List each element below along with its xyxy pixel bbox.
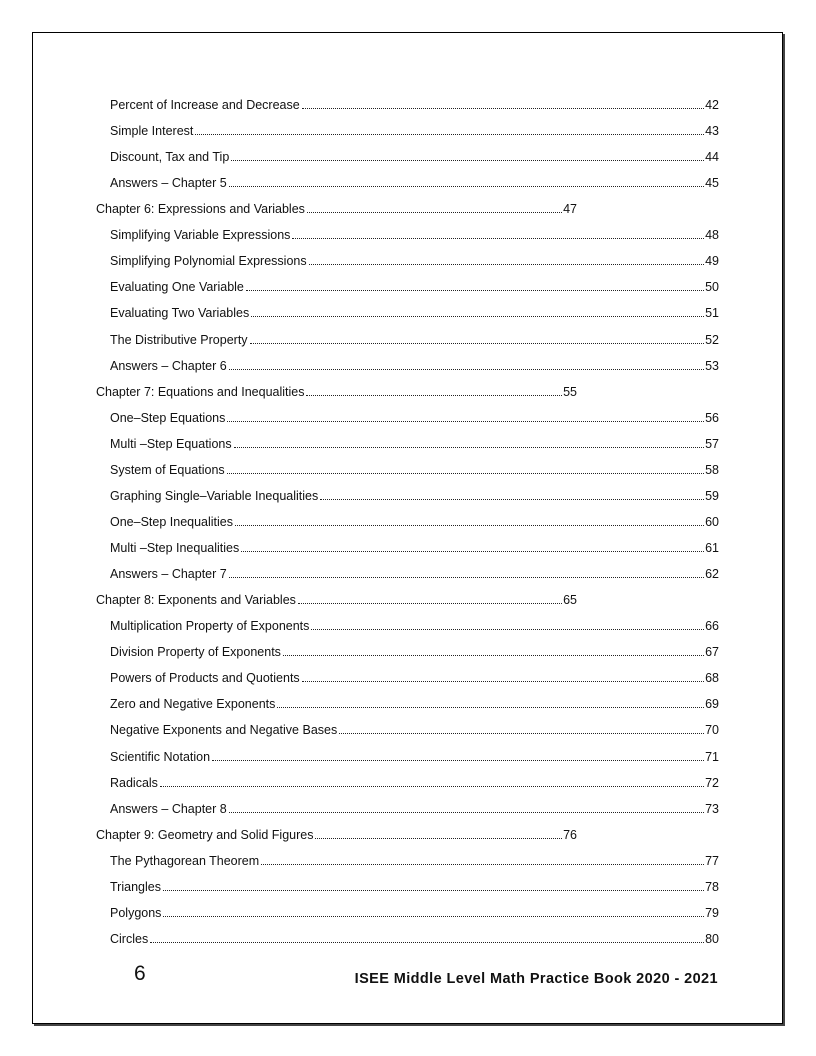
toc-entry-page: 56 [705, 411, 719, 425]
dot-leader [320, 499, 704, 500]
toc-entry-title: One–Step Equations [110, 411, 226, 425]
toc-chapter-entry[interactable] [96, 590, 577, 608]
toc-entry-page: 68 [705, 671, 719, 685]
dot-leader [298, 603, 562, 604]
dot-leader [231, 160, 704, 161]
toc-entry-title: One–Step Inequalities [110, 515, 234, 529]
toc-section-entry[interactable] [110, 903, 719, 921]
toc-entry-page: 71 [705, 750, 719, 764]
dot-leader [250, 343, 705, 344]
toc-entry-page: 53 [705, 359, 719, 373]
toc-chapter-entry[interactable] [96, 199, 577, 217]
toc-entry-page: 42 [705, 98, 719, 112]
dot-leader [229, 812, 704, 813]
toc-entry-title: Simple Interest [110, 124, 194, 138]
toc-section-entry[interactable] [110, 642, 719, 660]
toc-section-entry[interactable] [110, 668, 719, 686]
dot-leader [307, 212, 562, 213]
toc-entry-page: 65 [563, 593, 577, 607]
toc-entry-page: 50 [705, 280, 719, 294]
toc-section-entry[interactable] [110, 460, 719, 478]
toc-entry-title: The Distributive Property [110, 333, 248, 347]
dot-leader [235, 525, 704, 526]
dot-leader [227, 473, 704, 474]
dot-leader [292, 238, 704, 239]
dot-leader [309, 264, 704, 265]
toc-entry-page: 51 [705, 306, 719, 320]
toc-entry-page: 77 [705, 854, 719, 868]
toc-entry-title: Discount, Tax and Tip [110, 150, 230, 164]
dot-leader [229, 186, 704, 187]
dot-leader [302, 108, 704, 109]
toc-entry-page: 49 [705, 254, 719, 268]
dot-leader [315, 838, 562, 839]
toc-section-entry[interactable] [110, 929, 719, 947]
dot-leader [339, 733, 704, 734]
dot-leader [246, 290, 704, 291]
toc-entry-title: Division Property of Exponents [110, 645, 281, 659]
dot-leader [306, 395, 562, 396]
toc-section-entry[interactable] [110, 616, 719, 634]
toc-section-entry[interactable] [110, 434, 719, 452]
toc-entry-page: 47 [563, 202, 577, 216]
toc-entry-title: Simplifying Variable Expressions [110, 228, 291, 242]
book-title: ISEE Middle Level Math Practice Book 2020 - 2021 [354, 971, 718, 987]
dot-leader [229, 369, 704, 370]
toc-section-entry[interactable] [110, 173, 719, 191]
toc-entry-title: Multi –Step Equations [110, 437, 232, 451]
toc-entry-title: Chapter 8: Exponents and Variables [96, 593, 296, 607]
toc-entry-title: Triangles [110, 880, 161, 894]
toc-entry-page: 80 [705, 932, 719, 946]
dot-leader [163, 916, 704, 917]
toc-entry-title: Multiplication Property of Exponents [110, 619, 310, 633]
toc-entry-title: Scientific Notation [110, 750, 211, 764]
dot-leader [241, 551, 704, 552]
toc-section-entry[interactable] [110, 356, 719, 374]
toc-entry-title: Chapter 6: Expressions and Variables [96, 202, 305, 216]
toc-section-entry[interactable] [110, 564, 719, 582]
dot-leader [229, 577, 704, 578]
toc-entry-page: 70 [705, 723, 719, 737]
toc-entry-title: System of Equations [110, 463, 225, 477]
dot-leader [261, 864, 704, 865]
dot-leader [277, 707, 704, 708]
toc-entry-page: 78 [705, 880, 719, 894]
toc-entry-title: Percent of Increase and Decrease [110, 98, 300, 112]
toc-section-entry[interactable] [110, 773, 719, 791]
page-number: 6 [134, 962, 146, 985]
toc-entry-page: 62 [705, 567, 719, 581]
toc-entry-page: 60 [705, 515, 719, 529]
toc-entry-title: The Pythagorean Theorem [110, 854, 260, 868]
toc-entry-page: 43 [705, 124, 719, 138]
toc-section-entry[interactable] [110, 251, 719, 269]
toc-section-entry[interactable] [110, 747, 719, 765]
dot-leader [302, 681, 704, 682]
toc-entry-title: Chapter 7: Equations and Inequalities [96, 385, 305, 399]
toc-section-entry[interactable] [110, 720, 719, 738]
toc-entry-title: Negative Exponents and Negative Bases [110, 723, 338, 737]
toc-section-entry[interactable] [110, 538, 719, 556]
dot-leader [283, 655, 704, 656]
toc-entry-title: Evaluating Two Variables [110, 306, 250, 320]
toc-section-entry[interactable] [110, 694, 719, 712]
toc-section-entry[interactable] [110, 330, 719, 348]
toc-entry-page: 67 [705, 645, 719, 659]
toc-entry-page: 76 [563, 828, 577, 842]
toc-entry-page: 69 [705, 697, 719, 711]
toc-entry-page: 57 [705, 437, 719, 451]
dot-leader [160, 786, 704, 787]
toc-entry-page: 59 [705, 489, 719, 503]
toc-section-entry[interactable] [110, 225, 719, 243]
toc-entry-page: 45 [705, 176, 719, 190]
toc-section-entry[interactable] [110, 121, 719, 139]
toc-section-entry[interactable] [110, 512, 719, 530]
toc-entry-title: Answers – Chapter 5 [110, 176, 227, 190]
toc-entry-page: 79 [705, 906, 719, 920]
toc-section-entry[interactable] [110, 851, 719, 869]
toc-entry-title: Powers of Products and Quotients [110, 671, 300, 685]
toc-entry-title: Evaluating One Variable [110, 280, 244, 294]
toc-entry-title: Answers – Chapter 6 [110, 359, 227, 373]
dot-leader [227, 421, 704, 422]
toc-entry-title: Simplifying Polynomial Expressions [110, 254, 307, 268]
dot-leader [234, 447, 704, 448]
toc-entry-page: 66 [705, 619, 719, 633]
toc-entry-title: Graphing Single–Variable Inequalities [110, 489, 319, 503]
toc-entry-page: 72 [705, 776, 719, 790]
toc-entry-page: 55 [563, 385, 577, 399]
toc-section-entry[interactable] [110, 95, 719, 113]
toc-section-entry[interactable] [110, 277, 719, 295]
toc-entry-title: Polygons [110, 906, 162, 920]
toc-section-entry[interactable] [110, 486, 719, 504]
toc-entry-title: Radicals [110, 776, 158, 790]
dot-leader [251, 316, 704, 317]
toc-section-entry[interactable] [110, 147, 719, 165]
dot-leader [150, 942, 704, 943]
toc-entry-title: Multi –Step Inequalities [110, 541, 240, 555]
toc-entry-page: 61 [705, 541, 719, 555]
dot-leader [212, 760, 704, 761]
dot-leader [195, 134, 704, 135]
toc-entry-title: Zero and Negative Exponents [110, 697, 276, 711]
toc-entry-title: Circles [110, 932, 149, 946]
toc-entry-title: Answers – Chapter 7 [110, 567, 227, 581]
toc-section-entry[interactable] [110, 799, 719, 817]
toc-entry-page: 44 [705, 150, 719, 164]
toc-section-entry[interactable] [110, 877, 719, 895]
toc-entry-page: 73 [705, 802, 719, 816]
toc-section-entry[interactable] [110, 408, 719, 426]
toc-entry-title: Answers – Chapter 8 [110, 802, 227, 816]
toc-chapter-entry[interactable] [96, 382, 577, 400]
dot-leader [163, 890, 704, 891]
toc-chapter-entry[interactable] [96, 825, 577, 843]
toc-section-entry[interactable] [110, 303, 719, 321]
toc-entry-page: 48 [705, 228, 719, 242]
toc-entry-page: 58 [705, 463, 719, 477]
toc-entry-page: 52 [705, 333, 719, 347]
dot-leader [311, 629, 704, 630]
toc-entry-title: Chapter 9: Geometry and Solid Figures [96, 828, 314, 842]
